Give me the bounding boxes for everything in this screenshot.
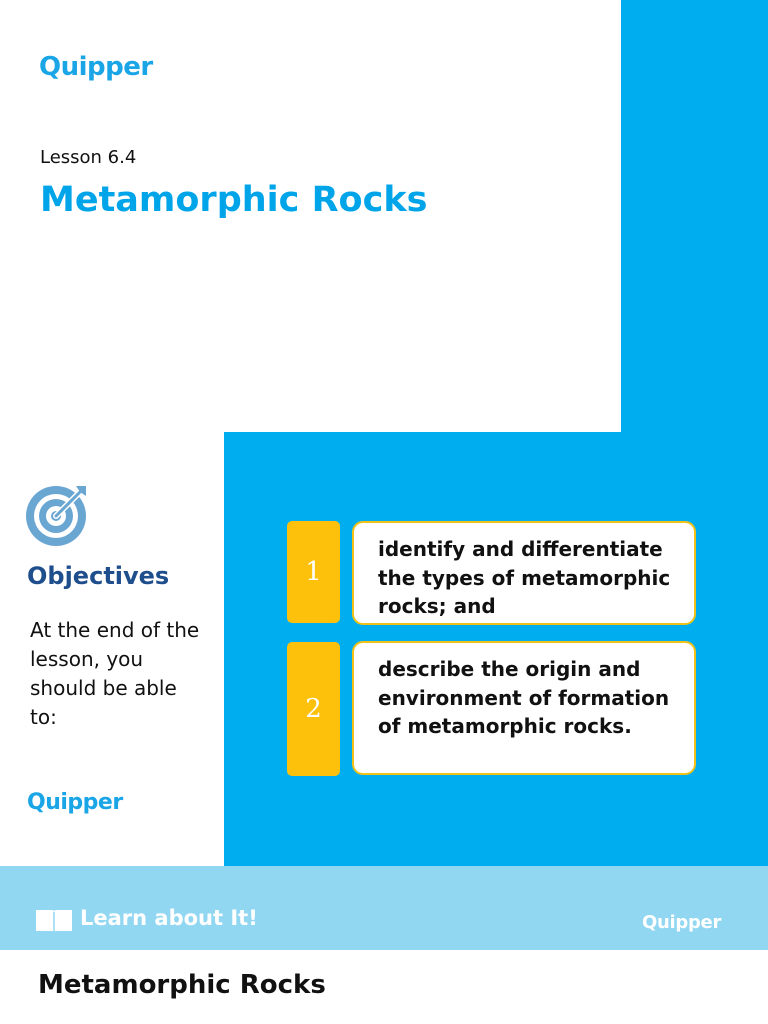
section-title: Metamorphic Rocks: [38, 970, 326, 1000]
section-banner-title: Learn about It!: [80, 906, 258, 930]
slide-title: [0, 0, 768, 432]
objective-card: identify and differentiate the types of metamorphic rocks; and: [352, 521, 696, 625]
target-icon: [24, 482, 90, 548]
book-icon: [34, 907, 74, 935]
objectives-intro: At the end of the lesson, you should be able to:: [30, 618, 200, 729]
lesson-title: Metamorphic Rocks: [40, 180, 428, 220]
objective-number-badge: 1: [287, 521, 340, 623]
objective-card: describe the origin and environment of formation of metamorphic rocks.: [352, 641, 696, 775]
side-accent-bar: [621, 0, 768, 432]
quipper-logo: Quipper: [642, 912, 722, 933]
objectives-heading: Objectives: [27, 562, 170, 590]
slide-objectives: [0, 432, 768, 866]
quipper-logo: Quipper: [39, 52, 153, 82]
objective-number-badge: 2: [287, 642, 340, 776]
slide-learn-about-it: [0, 866, 768, 1024]
lesson-number: Lesson 6.4: [40, 147, 137, 168]
quipper-logo: Quipper: [27, 790, 123, 815]
